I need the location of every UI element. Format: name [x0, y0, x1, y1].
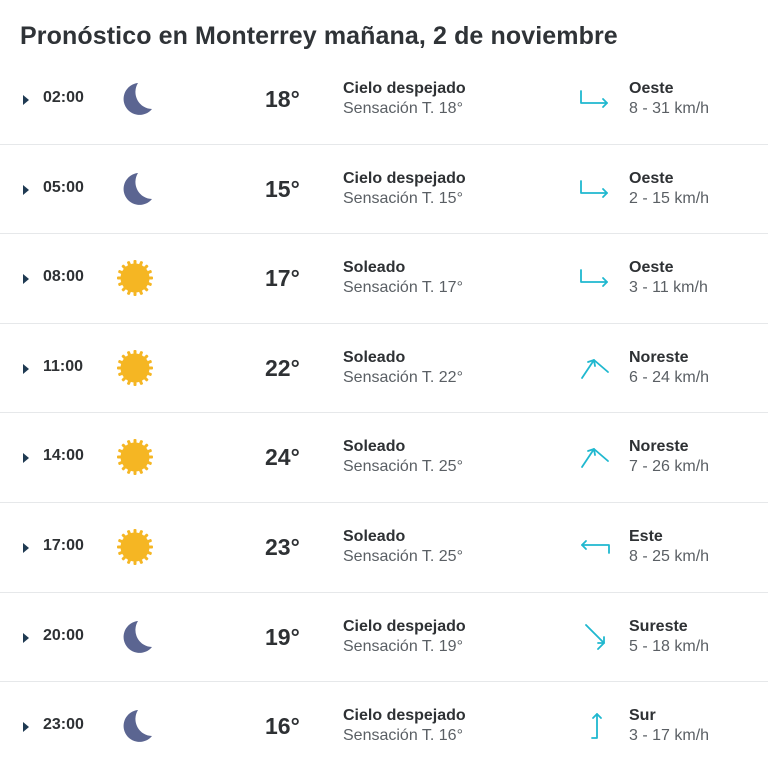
wind-direction-icon — [578, 443, 612, 471]
wind-direction-icon — [578, 264, 612, 292]
expand-arrow-icon[interactable] — [23, 722, 29, 732]
forecast-row[interactable] — [0, 55, 768, 145]
temperature: 17° — [265, 265, 300, 292]
feels-like-label: Sensación T. 15° — [343, 189, 463, 207]
forecast-row[interactable] — [0, 503, 768, 593]
condition-label: Soleado — [343, 259, 406, 277]
wind-direction-icon — [578, 712, 612, 740]
forecast-row[interactable] — [0, 413, 768, 503]
feels-like-label: Sensación T. 16° — [343, 727, 463, 745]
hour-label: 08:00 — [43, 268, 84, 286]
expand-arrow-icon[interactable] — [23, 364, 29, 374]
wind-direction-label: Oeste — [629, 259, 674, 277]
wind-speed-label: 7 - 26 km/h — [629, 458, 710, 476]
forecast-list — [0, 55, 768, 771]
wind-direction-icon — [578, 533, 612, 561]
wind-speed-label: 3 - 17 km/h — [629, 727, 710, 745]
hour-label: 17:00 — [43, 536, 84, 554]
forecast-row[interactable] — [0, 324, 768, 414]
wind-speed-label: 8 - 25 km/h — [629, 547, 710, 565]
condition-label: Soleado — [343, 527, 406, 545]
condition-label: Soleado — [343, 438, 406, 456]
condition-label: Cielo despejado — [343, 80, 466, 97]
wind-speed-label: 2 - 15 km/h — [629, 189, 710, 207]
expand-arrow-icon[interactable] — [23, 274, 29, 284]
wind-speed-label: 3 - 11 km/h — [629, 279, 708, 297]
weather-icon — [116, 80, 154, 118]
condition-label: Cielo despejado — [343, 707, 466, 725]
hour-label: 05:00 — [43, 178, 84, 196]
wind-direction-label: Sureste — [629, 617, 688, 635]
temperature: 23° — [265, 533, 300, 560]
feels-like-label: Sensación T. 17° — [343, 279, 463, 297]
wind-direction-icon — [578, 623, 612, 651]
page-title: Pronóstico en Monterrey mañana, 2 de noviembre — [20, 22, 618, 50]
temperature: 24° — [265, 444, 300, 471]
feels-like-label: Sensación T. 25° — [343, 547, 463, 565]
forecast-row[interactable] — [0, 145, 768, 235]
condition-label: Soleado — [343, 348, 406, 366]
hour-label: 23:00 — [43, 716, 84, 734]
wind-speed-label: 5 - 18 km/h — [629, 637, 710, 655]
forecast-row[interactable] — [0, 593, 768, 683]
hour-label: 11:00 — [43, 357, 84, 375]
wind-direction-label: Noreste — [629, 438, 689, 456]
expand-arrow-icon[interactable] — [23, 185, 29, 195]
condition-label: Cielo despejado — [343, 617, 466, 635]
wind-direction-icon — [578, 354, 612, 382]
feels-like-label: Sensación T. 22° — [343, 368, 463, 386]
condition-label: Cielo despejado — [343, 169, 466, 187]
forecast-row[interactable] — [0, 682, 768, 771]
wind-direction-label: Sur — [629, 707, 656, 725]
wind-direction-icon — [578, 85, 612, 113]
hour-label: 14:00 — [43, 447, 84, 465]
temperature: 15° — [265, 175, 300, 202]
feels-like-label: Sensación T. 25° — [343, 458, 463, 476]
feels-like-label: Sensación T. 18° — [343, 100, 463, 117]
expand-arrow-icon[interactable] — [23, 95, 29, 105]
expand-arrow-icon[interactable] — [23, 543, 29, 553]
temperature: 22° — [265, 354, 300, 381]
weather-icon — [116, 528, 154, 566]
wind-speed-label: 8 - 31 km/h — [629, 100, 710, 117]
wind-speed-label: 6 - 24 km/h — [629, 368, 710, 386]
expand-arrow-icon[interactable] — [23, 453, 29, 463]
wind-direction-label: Noreste — [629, 348, 689, 366]
expand-arrow-icon[interactable] — [23, 633, 29, 643]
forecast-row[interactable] — [0, 234, 768, 324]
weather-icon — [116, 349, 154, 387]
wind-direction-label: Este — [629, 527, 663, 545]
hour-label: 02:00 — [43, 89, 84, 106]
wind-direction-icon — [578, 175, 612, 203]
temperature: 16° — [265, 713, 300, 740]
wind-direction-label: Oeste — [629, 169, 674, 187]
temperature: 18° — [265, 86, 300, 112]
wind-direction-label: Oeste — [629, 80, 674, 97]
weather-icon — [116, 438, 154, 476]
hour-label: 20:00 — [43, 626, 84, 644]
weather-icon — [116, 170, 154, 208]
weather-icon — [116, 618, 154, 656]
feels-like-label: Sensación T. 19° — [343, 637, 463, 655]
temperature: 19° — [265, 623, 300, 650]
weather-icon — [116, 259, 154, 297]
weather-icon — [116, 707, 154, 745]
